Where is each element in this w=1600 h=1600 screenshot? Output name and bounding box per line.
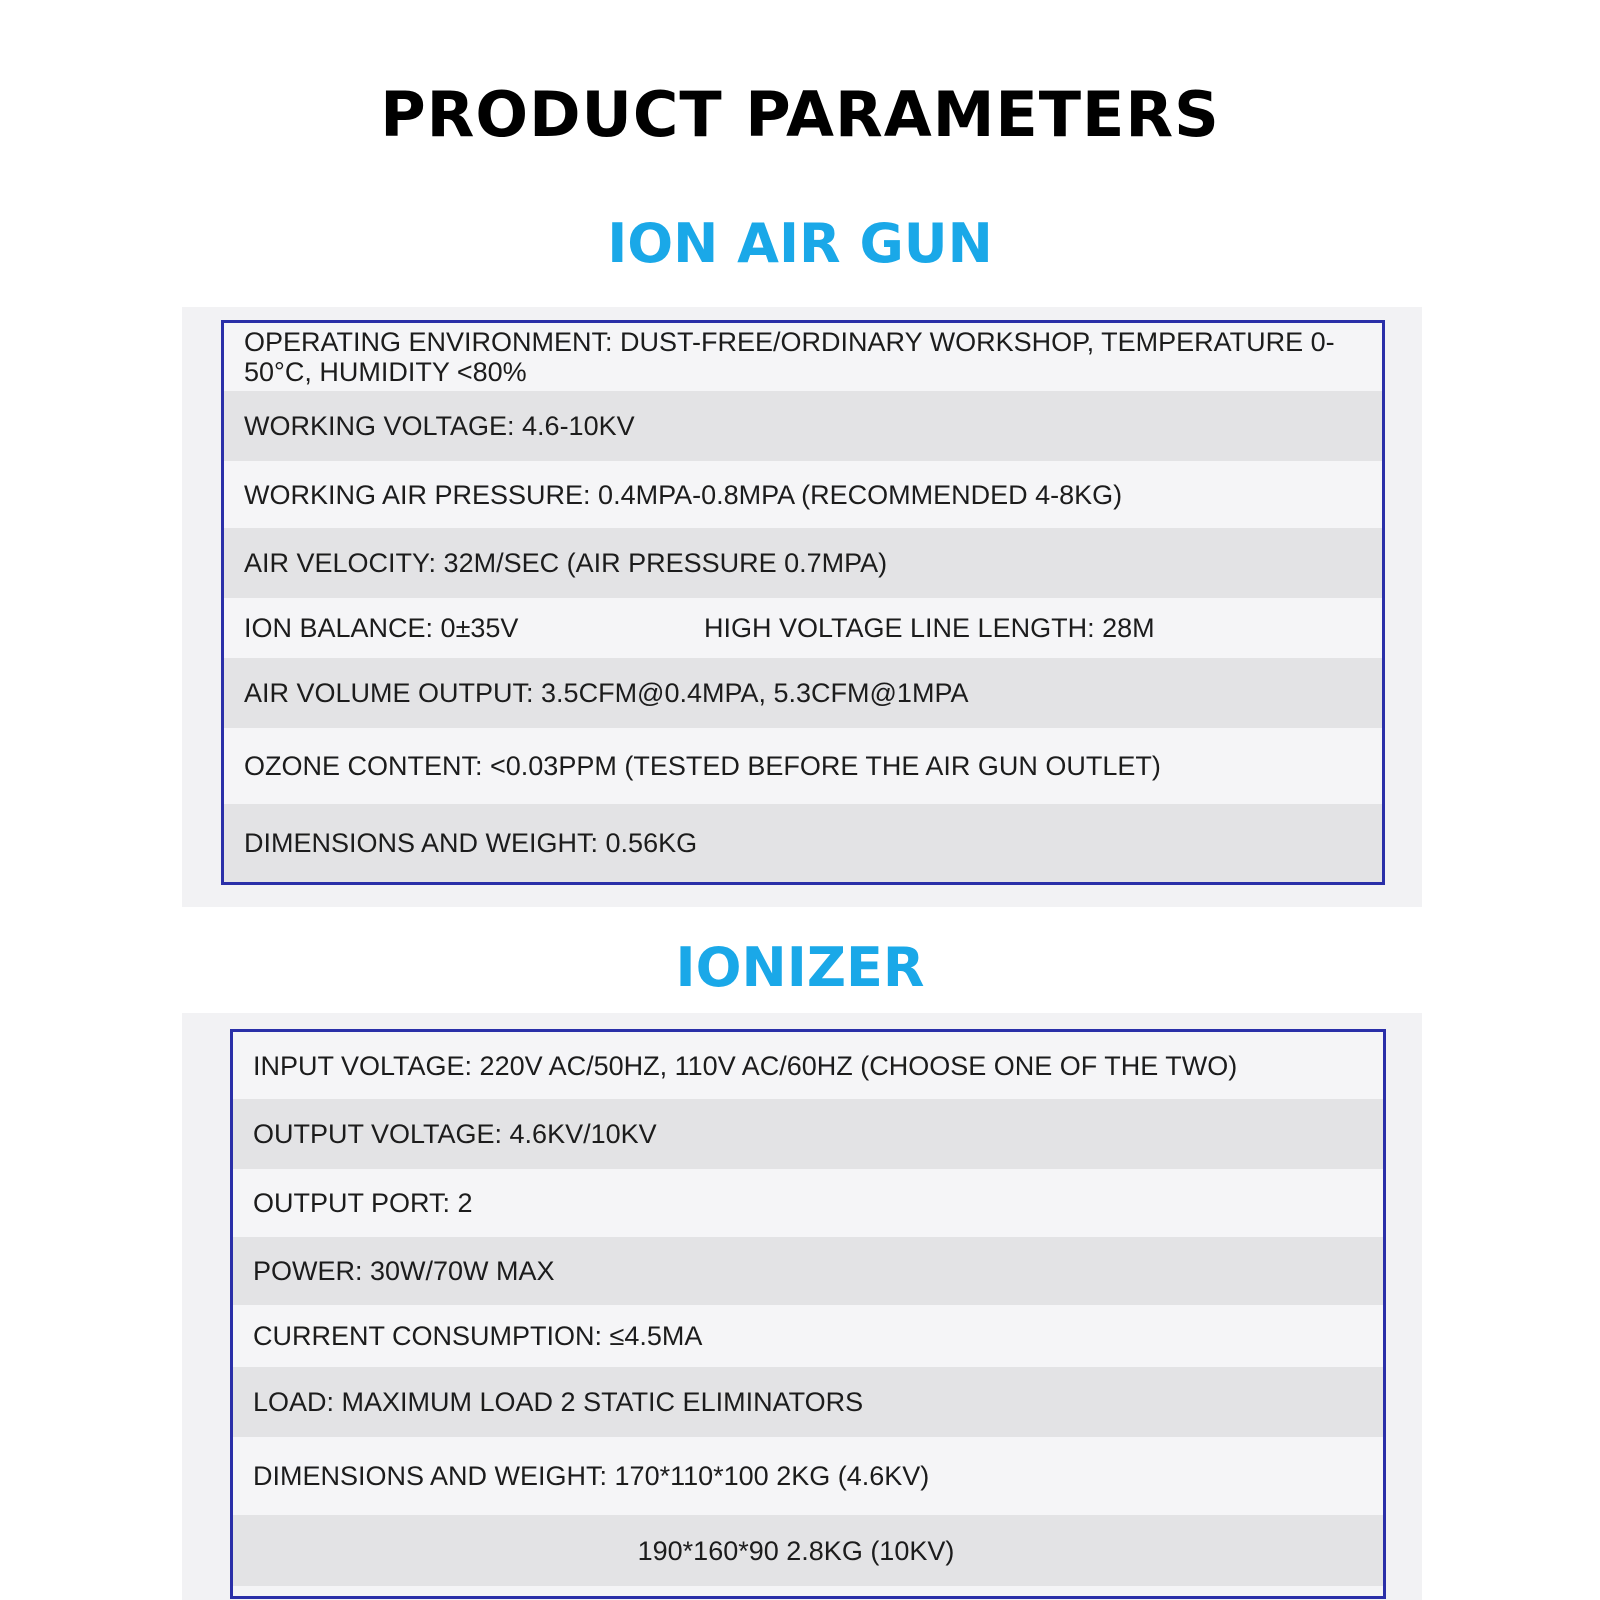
spec-row-output-voltage: OUTPUT VOLTAGE: 4.6KV/10KV [233,1099,1383,1169]
spec-row-air-volume-output: AIR VOLUME OUTPUT: 3.5CFM@0.4MPA, 5.3CFM@1MPA [224,658,1382,728]
spec-row-ozone-content: OZONE CONTENT: <0.03PPM (TESTED BEFORE THE AIR GUN OUTLET) [224,728,1382,804]
spec-row-ion-balance [224,598,1382,658]
spec-row-air-velocity: AIR VELOCITY: 32M/SEC (AIR PRESSURE 0.7MPA) [224,528,1382,598]
spec-row-power: POWER: 30W/70W MAX [233,1237,1383,1305]
ion-air-gun-panel [182,307,1422,907]
spec-row-output-port: OUTPUT PORT: 2 [233,1169,1383,1237]
ion-balance-value: ION BALANCE: 0±35V [244,613,519,643]
spec-row-dimensions-weight-4-6kv: DIMENSIONS AND WEIGHT: 170*110*100 2KG (4.6KV) [233,1437,1383,1515]
ionizer-panel [182,1013,1422,1600]
high-voltage-line-length-value: HIGH VOLTAGE LINE LENGTH: 28M [704,613,1155,643]
section-title-ion-air-gun: ION AIR GUN [607,212,993,275]
spec-row-dimensions-weight-10kv [233,1515,1383,1586]
spec-row-dimensions-weight: DIMENSIONS AND WEIGHT: 0.56KG [224,804,1382,882]
ion-air-gun-spec-table [221,320,1385,885]
page-title: PRODUCT PARAMETERS [380,78,1220,151]
spec-row-load: LOAD: MAXIMUM LOAD 2 STATIC ELIMINATORS [233,1367,1383,1437]
section-title-ionizer: IONIZER [675,936,925,999]
spec-row-working-air-pressure: WORKING AIR PRESSURE: 0.4MPA-0.8MPA (RECOMMENDED 4-8KG) [224,461,1382,528]
spec-row-working-voltage: WORKING VOLTAGE: 4.6-10KV [224,391,1382,461]
ionizer-spec-table [230,1029,1386,1599]
dimensions-weight-10kv-value: 190*160*90 2.8KG (10KV) [637,1535,955,1566]
spec-row-current-consumption: CURRENT CONSUMPTION: ≤4.5MA [233,1305,1383,1367]
spec-row-operating-environment: OPERATING ENVIRONMENT: DUST-FREE/ORDINARY WORKSHOP, TEMPERATURE 0-50°C, HUMIDITY <80% [224,323,1382,391]
spec-row-input-voltage: INPUT VOLTAGE: 220V AC/50HZ, 110V AC/60HZ (CHOOSE ONE OF THE TWO) [233,1032,1383,1099]
